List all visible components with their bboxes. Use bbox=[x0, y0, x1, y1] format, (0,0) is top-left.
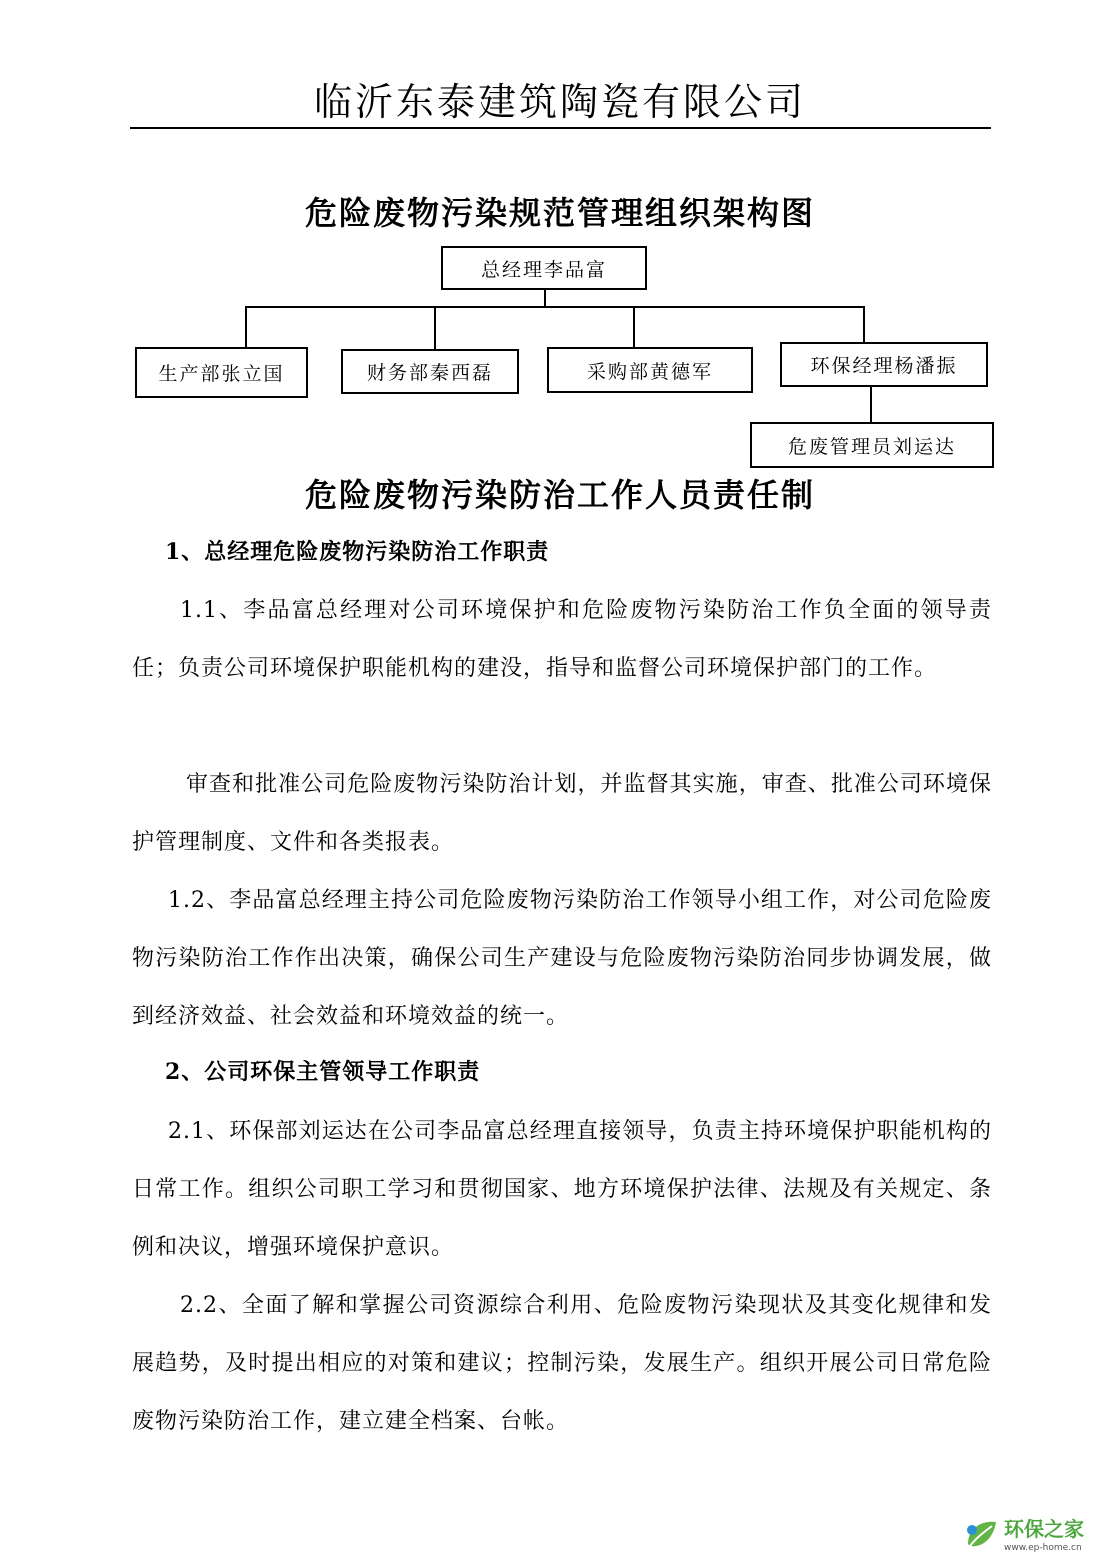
org-box-hazwaste-admin: 危废管理员刘运达 bbox=[750, 422, 994, 468]
org-box-production: 生产部张立国 bbox=[135, 347, 308, 398]
leaf-logo-icon bbox=[962, 1516, 1000, 1554]
section-1-paragraph-3: 1.2、李品富总经理主持公司危险废物污染防治工作领导小组工作，对公司危险废物污染防治工作作出决策，确保公司生产建设与危险废物污染防治同步协调发展，做到经济效益、社会效益和环境效益的统一。 bbox=[132, 888, 992, 1029]
connector-drop-2 bbox=[434, 306, 436, 350]
section-1-paragraph-2: 审查和批准公司危险废物污染防治计划，并监督其实施，审查、批准公司环境保护管理制度、文件和各类报表。 bbox=[132, 772, 992, 855]
duties-title: 危险废物污染防治工作人员责任制 bbox=[304, 476, 815, 514]
section-1-paragraph-1: 1.1、李品富总经理对公司环境保护和危险废物污染防治工作负全面的领导责任；负责公司环境保护职能机构的建没，指导和监督公司环境保护部门的工作。 bbox=[132, 598, 992, 681]
connector-drop-1 bbox=[245, 306, 247, 348]
section-2-heading: 2、公司环保主管领导工作职责 bbox=[165, 1059, 481, 1085]
header-divider bbox=[130, 127, 991, 129]
org-chart-title: 危险废物污染规范管理组织架构图 bbox=[304, 194, 815, 232]
org-box-env-manager: 环保经理杨潘振 bbox=[780, 342, 988, 387]
org-box-finance: 财务部秦西磊 bbox=[341, 349, 519, 394]
section-2-paragraph-1: 2.1、环保部刘运达在公司李品富总经理直接领导，负责主持环境保护职能机构的日常工作。组织公司职工学习和贯彻国家、地方环境保护法律、法规及有关规定、条例和决议，增强环境保护意识。 bbox=[132, 1119, 992, 1260]
section-1-heading: 1、总经理危险废物污染防治工作职责 bbox=[165, 539, 550, 565]
connector-horizontal bbox=[245, 306, 865, 308]
connector-drop-4 bbox=[863, 306, 865, 342]
org-box-general-manager: 总经理李品富 bbox=[441, 246, 647, 290]
watermark-name: 环保之家 bbox=[1004, 1517, 1084, 1541]
connector-drop-3 bbox=[633, 306, 635, 348]
company-name: 临沂东泰建筑陶瓷有限公司 bbox=[313, 80, 806, 124]
connector-sub bbox=[870, 386, 872, 423]
org-box-purchasing: 采购部黄德军 bbox=[547, 347, 753, 393]
watermark-url: www.ep-home.cn bbox=[1004, 1543, 1082, 1553]
section-2-paragraph-2: 2.2、全面了解和掌握公司资源综合利用、危险废物污染现状及其变化规律和发展趋势，及时提出相应的对策和建议；控制污染，发展生产。组织开展公司日常危险废物污染防治工作，建立建全档案、台帐。 bbox=[132, 1293, 992, 1434]
